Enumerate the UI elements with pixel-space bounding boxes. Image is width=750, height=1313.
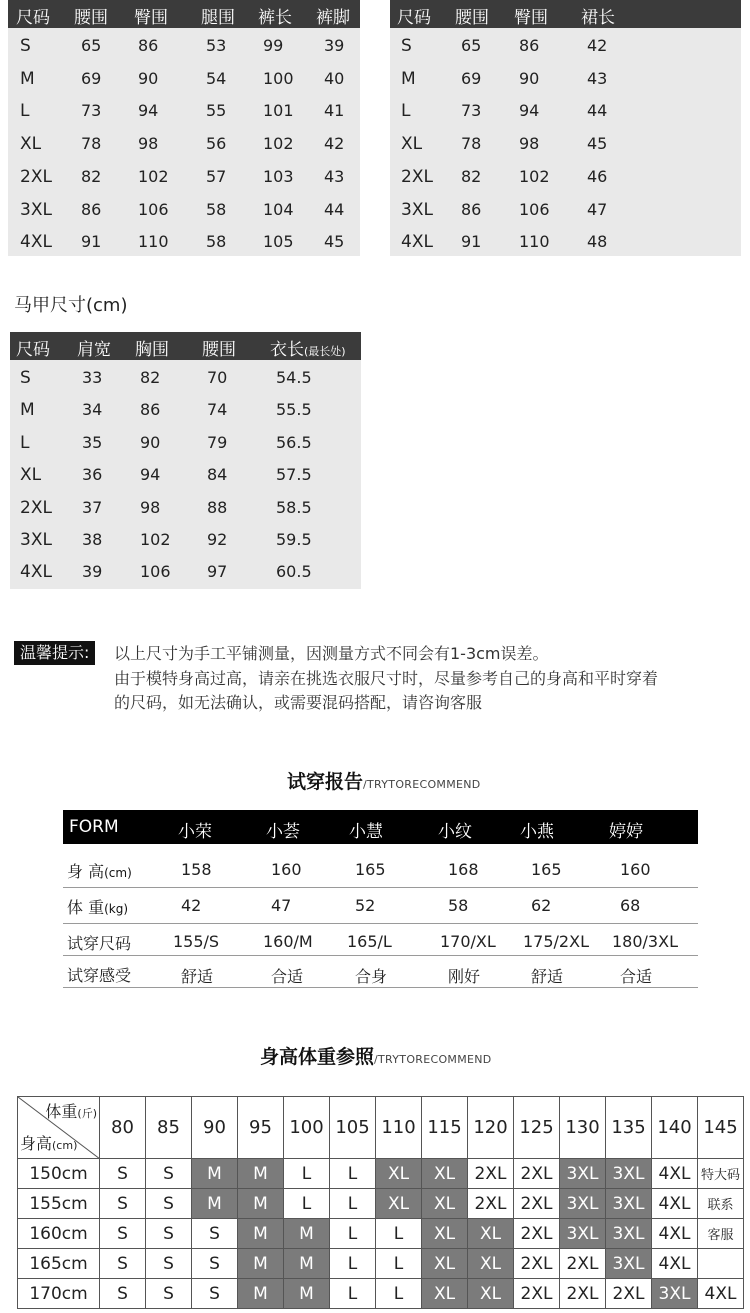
size-label: 4XL [401, 232, 433, 253]
size-cell: S [146, 1189, 192, 1219]
size-cell: 3XL [606, 1249, 652, 1279]
weight-header: 120 [468, 1097, 514, 1159]
weight-header: 105 [330, 1097, 376, 1159]
size-cell: M [238, 1159, 284, 1189]
measure-cell: 94 [140, 465, 161, 485]
size-cell: M [238, 1219, 284, 1249]
measure-cell: 94 [138, 101, 159, 121]
measure-cell: 103 [263, 166, 294, 186]
header-2: 臀围 [514, 8, 548, 28]
size-label: XL [20, 134, 42, 155]
measure-cell: 60.5 [276, 562, 312, 582]
size-cell: S [100, 1189, 146, 1219]
size-cell: L [376, 1279, 422, 1309]
height-header: 150cm [18, 1159, 100, 1189]
measure-cell: 57.5 [276, 465, 312, 485]
size-cell: L [284, 1159, 330, 1189]
measure-cell: 56.5 [276, 432, 312, 452]
size-cell: M [238, 1249, 284, 1279]
size-cell: 特大码 [698, 1159, 744, 1189]
header-3: 腿围 [201, 8, 235, 28]
size-cell: L [330, 1249, 376, 1279]
size-cell: XL [468, 1279, 514, 1309]
measure-cell: 47 [587, 199, 608, 219]
size-label: 2XL [20, 166, 52, 187]
measure-cell: 73 [461, 101, 482, 121]
header-2: 臀围 [134, 8, 168, 28]
header-5: 裤脚 [316, 8, 350, 28]
height-header: 155cm [18, 1189, 100, 1219]
size-cell: 2XL [514, 1249, 560, 1279]
model-name: 小慧 [349, 822, 383, 842]
report-cell: 合适 [271, 967, 304, 986]
size-label: M [20, 400, 35, 421]
measure-cell: 57 [206, 166, 227, 186]
weight-axis-label [45, 1099, 97, 1122]
measure-cell: 41 [324, 101, 345, 121]
measure-cell: 45 [324, 232, 345, 252]
size-cell: L [330, 1279, 376, 1309]
pants-table-header [8, 0, 360, 28]
size-cell: 3XL [606, 1219, 652, 1249]
size-cell: 3XL [560, 1219, 606, 1249]
size-cell: M [238, 1279, 284, 1309]
report-cell: 58 [448, 896, 469, 915]
size-label [67, 931, 131, 954]
report-cell: 47 [271, 896, 292, 915]
height-header: 160cm [18, 1219, 100, 1249]
report-cell: 155/S [173, 932, 220, 951]
measure-cell: 65 [81, 36, 102, 55]
size-label: 2XL [20, 497, 52, 518]
size-cell: L [330, 1189, 376, 1219]
hw-chart-title [260, 1042, 492, 1069]
size-cell: 联系 [698, 1189, 744, 1219]
measure-cell: 90 [140, 432, 161, 452]
header-0: 尺码 [16, 8, 50, 28]
size-cell: S [192, 1279, 238, 1309]
size-cell: S [146, 1159, 192, 1189]
measure-cell: 38 [82, 530, 103, 549]
measure-cell: 84 [207, 465, 228, 485]
feel-label [67, 963, 131, 986]
header-1: 肩宽 [77, 340, 111, 360]
height-label-text: 身 高 [67, 862, 105, 881]
model-name: 婷婷 [609, 822, 643, 842]
report-cell: 舒适 [181, 967, 214, 986]
measure-cell: 54.5 [276, 368, 312, 387]
weight-label-text: 体 重 [67, 898, 105, 917]
measure-cell: 91 [461, 232, 482, 252]
measure-cell: 59.5 [276, 530, 312, 549]
measure-cell: 104 [263, 199, 294, 219]
height-axis-label [20, 1131, 77, 1154]
measure-cell: 53 [206, 36, 227, 55]
measure-cell: 39 [82, 562, 103, 582]
report-row-height [63, 852, 698, 888]
measure-cell: 79 [207, 432, 228, 452]
report-cell: 舒适 [531, 967, 564, 986]
report-cell: 168 [448, 860, 479, 879]
length-note: (最长处) [304, 345, 346, 358]
report-cell: 165/L [347, 932, 392, 951]
size-cell: 2XL [514, 1159, 560, 1189]
size-cell: M [284, 1279, 330, 1309]
measure-cell: 37 [82, 497, 103, 517]
size-cell: XL [422, 1219, 468, 1249]
report-cell: 170/XL [440, 932, 496, 951]
report-cell: 62 [531, 896, 552, 915]
size-cell: S [146, 1219, 192, 1249]
weight-header: 115 [422, 1097, 468, 1159]
header-3: 腰围 [202, 340, 236, 360]
measure-cell: 35 [82, 432, 103, 452]
measure-cell: 34 [82, 400, 103, 420]
header-1: 腰围 [455, 8, 489, 28]
measure-cell: 48 [587, 232, 608, 252]
weight-label [67, 895, 128, 918]
skirt-size-table [390, 0, 741, 256]
report-cell: 165 [531, 860, 562, 879]
size-cell: L [330, 1159, 376, 1189]
weight-label-unit: (kg) [104, 902, 129, 916]
report-subtitle: /TRYTORECOMMEND [363, 778, 481, 791]
measure-cell: 44 [324, 199, 345, 219]
measure-cell: 74 [207, 400, 228, 420]
weight-header: 125 [514, 1097, 560, 1159]
measure-cell: 86 [461, 199, 482, 219]
size-cell: 3XL [606, 1159, 652, 1189]
measure-cell: 98 [138, 134, 159, 154]
measure-cell: 90 [519, 68, 540, 88]
measure-cell: 42 [324, 134, 345, 154]
weight-header: 110 [376, 1097, 422, 1159]
measure-cell: 82 [81, 166, 102, 186]
size-cell: 4XL [652, 1189, 698, 1219]
model-name: 小燕 [520, 822, 554, 842]
size-label: 3XL [20, 199, 52, 220]
measure-cell: 58.5 [276, 497, 312, 517]
size-cell: S [146, 1279, 192, 1309]
height-weight-grid [17, 1096, 744, 1309]
measure-cell: 43 [324, 166, 345, 186]
height-axis-unit: (cm) [52, 1139, 78, 1152]
measure-cell: 98 [519, 134, 540, 154]
size-cell: S [192, 1219, 238, 1249]
measure-cell: 46 [587, 166, 608, 186]
size-label: L [20, 101, 30, 122]
size-label: M [401, 68, 416, 89]
measure-cell: 55.5 [276, 400, 312, 420]
measure-cell: 106 [140, 562, 171, 582]
size-label: 3XL [401, 199, 433, 220]
weight-header: 80 [100, 1097, 146, 1159]
size-cell: L [376, 1219, 422, 1249]
size-cell: 4XL [698, 1279, 744, 1309]
measure-cell: 78 [461, 134, 482, 154]
measure-cell: 86 [140, 400, 161, 420]
measure-cell: 58 [206, 232, 227, 252]
feel-label-text: 试穿感受 [67, 966, 132, 985]
report-row-feel [63, 956, 698, 988]
report-cell: 52 [355, 896, 376, 915]
measure-cell: 69 [81, 68, 102, 88]
size-cell: 2XL [514, 1189, 560, 1219]
measure-cell: 105 [263, 232, 294, 252]
report-cell: 刚好 [448, 967, 481, 986]
size-cell: XL [468, 1219, 514, 1249]
weight-header: 95 [238, 1097, 284, 1159]
size-cell: XL [468, 1249, 514, 1279]
measure-cell: 106 [138, 199, 169, 219]
size-label: M [20, 68, 35, 89]
weight-header: 100 [284, 1097, 330, 1159]
size-cell: XL [422, 1249, 468, 1279]
report-cell: 合身 [355, 967, 388, 986]
report-header [63, 810, 698, 844]
weight-header: 130 [560, 1097, 606, 1159]
size-cell: 3XL [606, 1189, 652, 1219]
measure-cell: 102 [138, 166, 169, 186]
weight-axis-unit: (斤) [77, 1107, 97, 1120]
report-row-size [63, 924, 698, 956]
size-cell: S [192, 1249, 238, 1279]
size-label-text: 试穿尺码 [67, 934, 132, 953]
size-cell: M [192, 1189, 238, 1219]
measure-cell: 90 [138, 68, 159, 88]
size-cell: XL [422, 1279, 468, 1309]
size-cell: 2XL [468, 1189, 514, 1219]
size-cell [698, 1249, 744, 1279]
size-cell: L [284, 1189, 330, 1219]
report-cell: 180/3XL [612, 932, 678, 951]
measure-cell: 39 [324, 36, 345, 55]
size-cell: S [100, 1249, 146, 1279]
report-cell: 158 [181, 860, 212, 879]
header-4: 裤长 [258, 8, 292, 28]
measure-cell: 102 [263, 134, 294, 154]
size-cell: M [284, 1249, 330, 1279]
report-cell: 160 [620, 860, 651, 879]
size-label: XL [401, 134, 423, 155]
measure-cell: 88 [207, 497, 228, 517]
size-label: S [401, 36, 412, 56]
measure-cell: 43 [587, 68, 608, 88]
size-cell: 2XL [560, 1279, 606, 1309]
measure-cell: 110 [138, 232, 169, 252]
size-cell: XL [376, 1159, 422, 1189]
model-name: 小荣 [178, 822, 212, 842]
measure-cell: 106 [519, 199, 550, 219]
size-cell: 3XL [560, 1189, 606, 1219]
weight-header: 85 [146, 1097, 192, 1159]
vest-size-table [10, 332, 361, 589]
weight-header: 135 [606, 1097, 652, 1159]
measure-cell: 33 [82, 368, 103, 387]
weight-header: 90 [192, 1097, 238, 1159]
model-name: 小纹 [438, 822, 472, 842]
size-cell: 4XL [652, 1249, 698, 1279]
measure-cell: 70 [207, 368, 228, 387]
model-name: 小荟 [266, 822, 300, 842]
size-cell: S [100, 1219, 146, 1249]
size-label: L [20, 432, 30, 453]
height-label-unit: (cm) [104, 866, 132, 880]
measure-cell: 40 [324, 68, 345, 88]
size-cell: 4XL [652, 1159, 698, 1189]
size-label: S [20, 36, 31, 56]
header-0: 尺码 [16, 340, 50, 360]
size-cell: L [330, 1219, 376, 1249]
size-cell: S [146, 1249, 192, 1279]
measure-cell: 36 [82, 465, 103, 485]
measure-cell: 110 [519, 232, 550, 252]
size-cell: 3XL [560, 1159, 606, 1189]
measure-cell: 98 [140, 497, 161, 517]
measure-cell: 42 [587, 36, 608, 55]
size-cell: XL [422, 1159, 468, 1189]
header-2: 胸围 [135, 340, 169, 360]
report-title [287, 767, 481, 794]
measure-cell: 73 [81, 101, 102, 121]
skirt-table-header [390, 0, 741, 28]
size-label: 4XL [20, 562, 52, 583]
measure-cell: 82 [140, 368, 161, 387]
measure-cell: 102 [519, 166, 550, 186]
measure-cell: 82 [461, 166, 482, 186]
hw-chart-subtitle: /TRYTORECOMMEND [374, 1053, 492, 1066]
size-cell: 2XL [468, 1159, 514, 1189]
report-cell: 合适 [620, 967, 653, 986]
measure-cell: 101 [263, 101, 294, 121]
size-cell: M [238, 1189, 284, 1219]
measure-cell: 86 [81, 199, 102, 219]
size-label: 3XL [20, 530, 52, 550]
vest-size-title: 马甲尺寸(cm) [14, 295, 128, 316]
size-cell: 4XL [652, 1219, 698, 1249]
report-cell: 42 [181, 896, 202, 915]
size-cell: M [284, 1219, 330, 1249]
size-label: 2XL [401, 166, 433, 187]
height-header: 165cm [18, 1249, 100, 1279]
header-4: 衣长(最长处) [270, 340, 346, 360]
measure-cell: 69 [461, 68, 482, 88]
report-cell: 165 [355, 860, 386, 879]
header-0: 尺码 [397, 8, 431, 28]
size-cell: L [376, 1249, 422, 1279]
pants-size-table [8, 0, 360, 256]
size-cell: 客服 [698, 1219, 744, 1249]
measure-cell: 102 [140, 530, 171, 549]
measure-cell: 86 [138, 36, 159, 55]
vest-table-header [10, 332, 361, 360]
size-cell: 2XL [560, 1249, 606, 1279]
measure-cell: 55 [206, 101, 227, 121]
report-form-label: FORM [69, 817, 119, 837]
report-cell: 160/M [263, 932, 313, 951]
measure-cell: 86 [519, 36, 540, 55]
size-label: S [20, 368, 31, 388]
size-cell: S [100, 1159, 146, 1189]
height-axis-text: 身高 [20, 1134, 53, 1153]
notice-line-2: 由于模特身高过高，请亲在挑选衣服尺寸时，尽量参考自己的身高和平时穿着 [114, 669, 659, 688]
measure-cell: 92 [207, 530, 228, 549]
size-cell: M [192, 1159, 238, 1189]
height-label [67, 859, 132, 882]
measure-cell: 58 [206, 199, 227, 219]
report-cell: 68 [620, 896, 641, 915]
notice-line-3: 的尺码，如无法确认，或需要混码搭配，请咨询客服 [114, 693, 483, 712]
header-1: 腰围 [74, 8, 108, 28]
measure-cell: 44 [587, 101, 608, 121]
size-cell: XL [422, 1189, 468, 1219]
report-cell: 175/2XL [523, 932, 589, 951]
header-3: 裙长 [581, 8, 615, 28]
size-label: L [401, 101, 411, 122]
measure-cell: 91 [81, 232, 102, 252]
measure-cell: 65 [461, 36, 482, 55]
measure-cell: 78 [81, 134, 102, 154]
size-cell: 2XL [514, 1219, 560, 1249]
report-title-text: 试穿报告 [287, 771, 364, 793]
size-label: XL [20, 465, 42, 486]
report-row-weight [63, 888, 698, 924]
measure-cell: 56 [206, 134, 227, 154]
size-cell: 3XL [652, 1279, 698, 1309]
report-cell: 160 [271, 860, 302, 879]
measure-cell: 97 [207, 562, 228, 582]
hw-chart-title-text: 身高体重参照 [260, 1046, 375, 1068]
size-cell: 2XL [514, 1279, 560, 1309]
notice-badge: 温馨提示: [14, 641, 95, 665]
size-cell: XL [376, 1189, 422, 1219]
weight-axis-text: 体重 [45, 1102, 78, 1121]
size-cell: S [100, 1279, 146, 1309]
grid-corner [18, 1097, 100, 1159]
measure-cell: 54 [206, 68, 227, 88]
height-header: 170cm [18, 1279, 100, 1309]
measure-cell: 99 [263, 36, 284, 55]
measure-cell: 100 [263, 68, 294, 88]
notice-line-1: 以上尺寸为手工平铺测量，因测量方式不同会有1-3cm误差。 [114, 644, 549, 663]
size-cell: 2XL [606, 1279, 652, 1309]
weight-header: 140 [652, 1097, 698, 1159]
weight-header: 145 [698, 1097, 744, 1159]
size-label: 4XL [20, 232, 52, 253]
measure-cell: 94 [519, 101, 540, 121]
measure-cell: 45 [587, 134, 608, 154]
